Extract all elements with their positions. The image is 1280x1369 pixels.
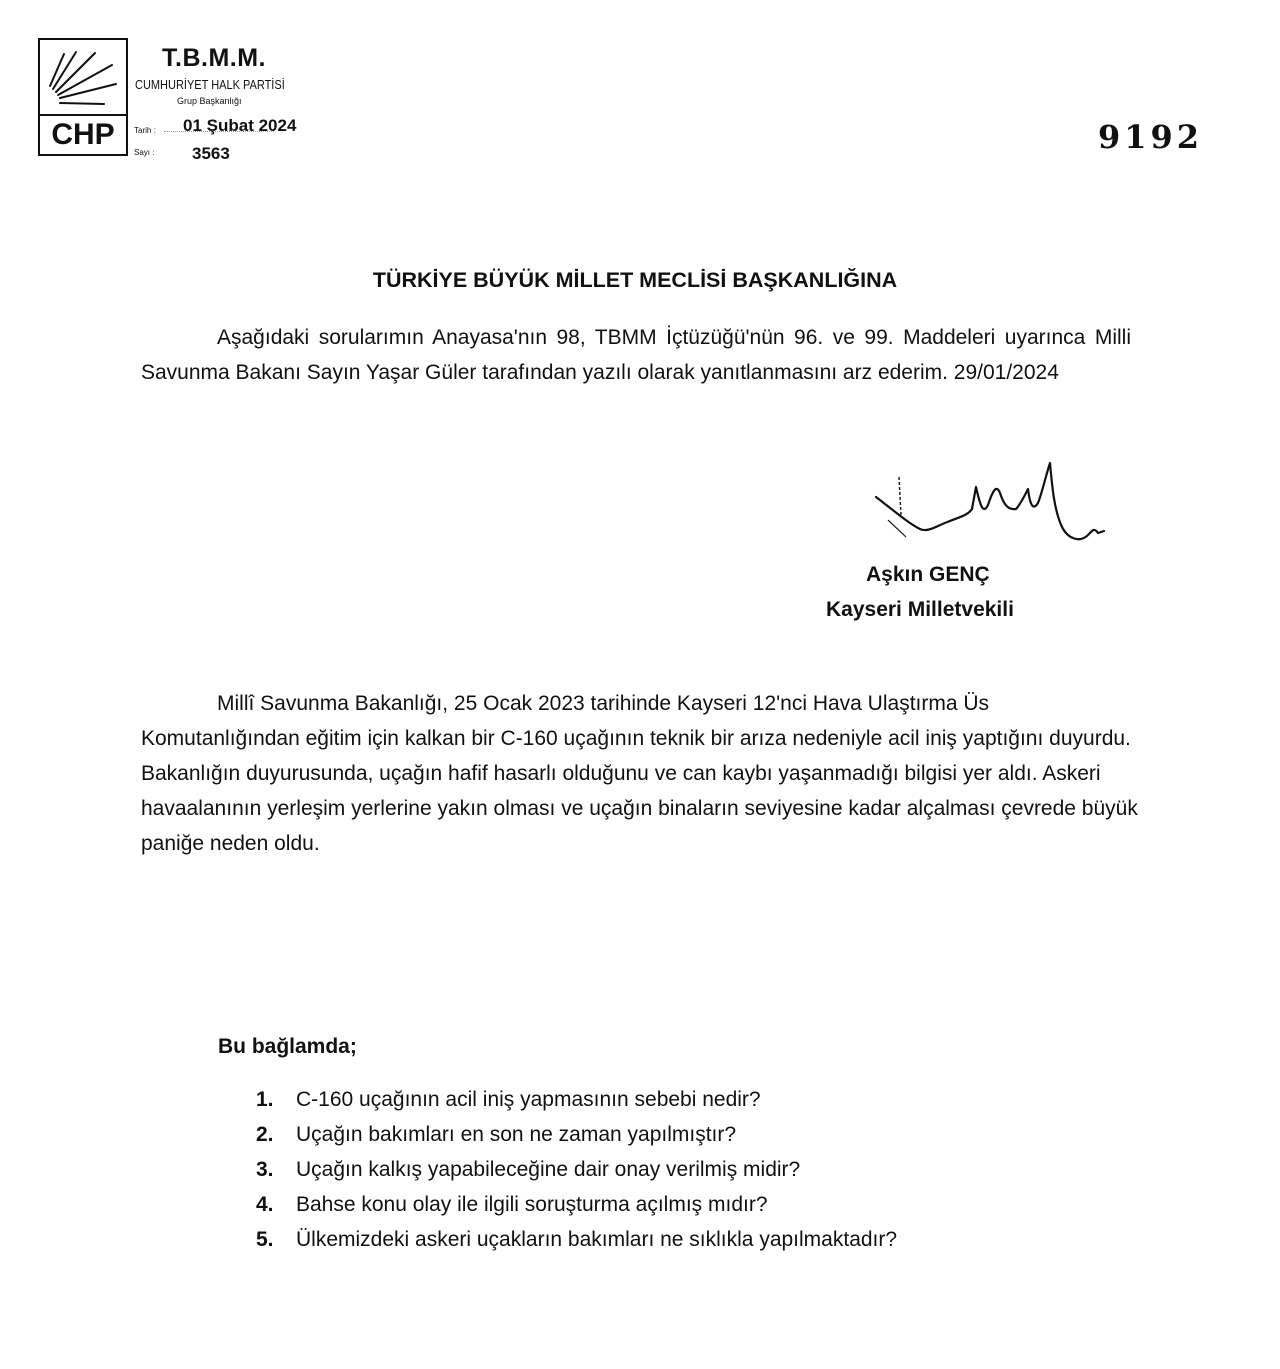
- context-heading: Bu bağlamda;: [218, 1035, 357, 1058]
- background-paragraph: Millî Savunma Bakanlığı, 25 Ocak 2023 tarihinde Kayseri 12'nci Hava Ulaştırma Üs Komutanlığından eğitim için kalkan bir C-160 uçağının teknik bir arıza nedeniyle acil iniş yaptığını duyurdu. Bakanlığın duyurusunda, uçağın hafif hasarlı olduğunu ve can kaybı yaşanmadığı bilgisi yer aldı. Askeri havaalanının yerleşim yerlerine yakın olması ve uçağın binaların seviyesine kadar alçalması çevrede büyük paniğe neden oldu.: [141, 692, 1138, 855]
- question-item: [256, 1152, 897, 1187]
- question-item: [256, 1187, 897, 1222]
- question-text: C-160 uçağının acil iniş yapmasının sebebi nedir?: [296, 1088, 761, 1111]
- six-arrows-icon: [40, 40, 126, 116]
- question-text: Bahse konu olay ile ilgili soruşturma açılmış mıdır?: [296, 1193, 768, 1216]
- question-number: 4.: [256, 1193, 274, 1216]
- question-number: 1.: [256, 1088, 274, 1111]
- question-item: [256, 1117, 897, 1152]
- party-logo: [38, 38, 128, 156]
- group-name: Grup Başkanlığı: [177, 96, 242, 106]
- question-number: 5.: [256, 1228, 274, 1251]
- question-item: [256, 1222, 897, 1257]
- question-text: Ülkemizdeki askeri uçakların bakımları ne sıklıkla yapılmaktadır?: [296, 1228, 898, 1251]
- letterhead-title: T.B.M.M.: [162, 44, 266, 72]
- signatory-name: Aşkın GENÇ: [866, 563, 990, 586]
- signature: [868, 455, 1108, 555]
- question-list: [256, 1082, 897, 1257]
- logo-text: CHP: [51, 118, 115, 151]
- number-label: Sayı :: [134, 148, 155, 157]
- question-number: 2.: [256, 1123, 274, 1146]
- question-text: Uçağın kalkış yapabileceğine dair onay verilmiş midir?: [296, 1158, 801, 1181]
- question-text: Uçağın bakımları en son ne zaman yapılmıştır?: [296, 1123, 737, 1146]
- date-value: 01 Şubat 2024: [183, 116, 297, 135]
- party-name: CUMHURİYET HALK PARTİSİ: [135, 78, 285, 92]
- request-paragraph: Aşağıdaki sorularımın Anayasa'nın 98, TBMM İçtüzüğü'nün 96. ve 99. Maddeleri uyarınca Milli Savunma Bakanı Sayın Yaşar Güler tarafından yazılı olarak yanıtlanmasını arz ederim. 29/01/2024: [141, 326, 1131, 384]
- number-value: 3563: [192, 144, 230, 163]
- signatory-title: Kayseri Milletvekili: [826, 598, 1014, 621]
- question-number: 3.: [256, 1158, 274, 1181]
- addressee: TÜRKİYE BÜYÜK MİLLET MECLİSİ BAŞKANLIĞINA: [372, 268, 898, 292]
- date-label: Tarih :: [134, 126, 156, 135]
- question-item: [256, 1082, 897, 1117]
- document-number: 9192: [1098, 118, 1204, 156]
